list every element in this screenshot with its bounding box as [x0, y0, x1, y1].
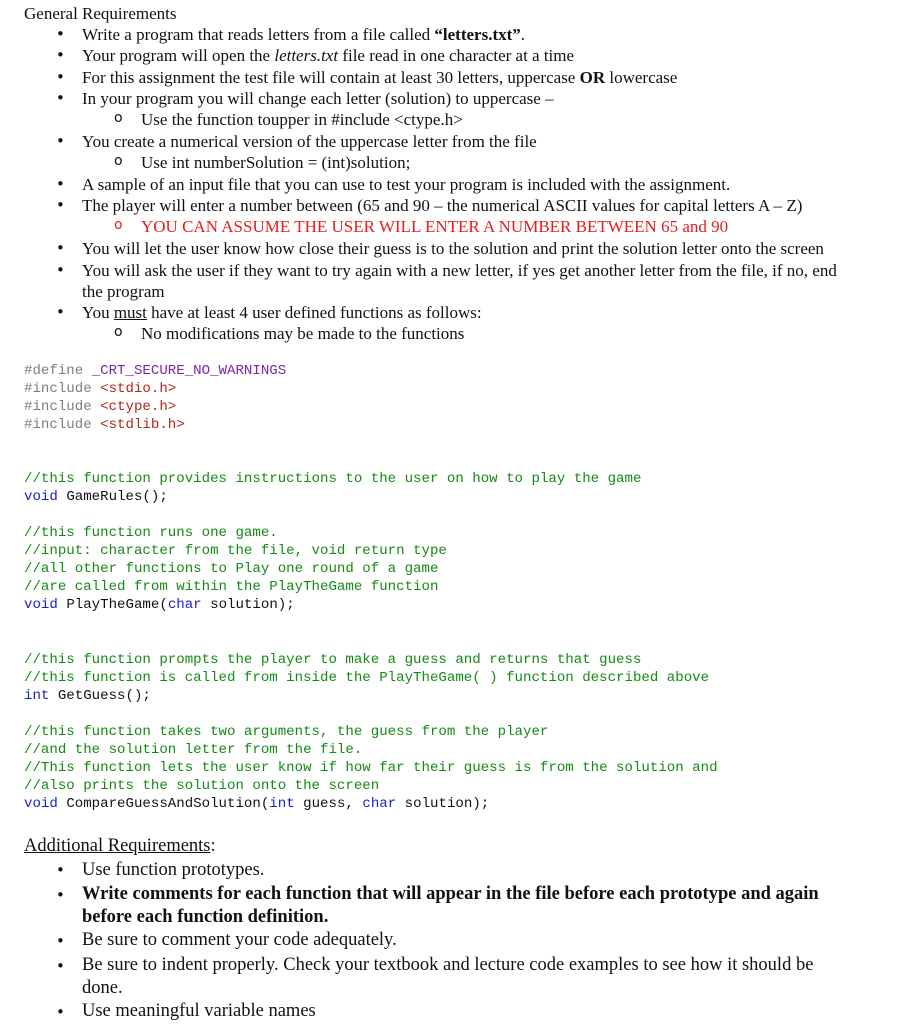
code-comment-getguess: //this function prompts the player to make a guess and returns that guess [24, 652, 642, 668]
req-item-8: You will let the user know how close their guess is to the solution and print the solution letter onto the screen [82, 239, 824, 258]
add-item-prototypes: Use function prototypes. [82, 860, 265, 880]
code-proto-playthegame: void PlayTheGame(char solution); [24, 597, 295, 613]
req-subitem-numbersolution: Use int numberSolution = (int)solution; [141, 153, 411, 172]
code-comment-playthegame: //are called from within the PlayTheGame function [24, 579, 439, 595]
bullet-icon: • [56, 46, 65, 64]
code-comment-compare: //also prints the solution onto the screen [24, 778, 380, 794]
code-proto-gamerules: void GameRules(); [24, 489, 168, 505]
code-include-stdio: #include <stdio.h> [24, 381, 177, 397]
bullet-icon: • [56, 68, 65, 86]
req-item-2: Your program will open the letters.txt file read in one character at a time [82, 46, 575, 65]
bullet-icon: • [56, 132, 65, 150]
sub-bullet-icon: o [114, 110, 123, 126]
code-include-ctype: #include <ctype.h> [24, 399, 177, 415]
add-item-indent-line2: done. [82, 978, 123, 998]
req-item-5: You create a numerical version of the uppercase letter from the file [82, 132, 537, 151]
req-subitem-nomods: No modifications may be made to the functions [141, 324, 465, 343]
sub-bullet-icon: o [114, 217, 123, 233]
req-subitem-toupper: Use the function toupper in #include <ctype.h> [141, 110, 463, 129]
bullet-icon: • [56, 25, 65, 43]
add-item-comments-line1: Write comments for each function that will appear in the file before each prototype and again [82, 884, 819, 904]
add-item-indent-line1: Be sure to indent properly. Check your textbook and lecture code examples to see how it should be [82, 955, 814, 975]
sub-bullet-icon: o [114, 324, 123, 340]
req-item-9-line1: You will ask the user if they want to try again with a new letter, if yes get another letter from the file, if no, end [82, 261, 837, 280]
bullet-icon: • [56, 175, 65, 193]
code-proto-getguess: int GetGuess(); [24, 688, 151, 704]
code-proto-compare: void CompareGuessAndSolution(int guess, char solution); [24, 796, 490, 812]
req-item-1: Write a program that reads letters from a file called “letters.txt”. [82, 25, 526, 44]
req-item-3: For this assignment the test file will contain at least 30 letters, uppercase OR lowercase [82, 68, 678, 87]
req-item-4: In your program you will change each letter (solution) to uppercase – [82, 89, 554, 108]
code-define: #define _CRT_SECURE_NO_WARNINGS [24, 363, 287, 379]
bullet-icon: • [56, 861, 65, 879]
req-item-6: A sample of an input file that you can use to test your program is included with the assignment. [82, 175, 731, 194]
code-comment-playthegame: //this function runs one game. [24, 525, 278, 541]
add-item-variable-names: Use meaningful variable names [82, 1001, 316, 1021]
code-comment-playthegame: //all other functions to Play one round of a game [24, 561, 439, 577]
bullet-icon: • [56, 196, 65, 214]
req-item-7: The player will enter a number between (65 and 90 – the numerical ASCII values for capital letters A – Z) [82, 196, 803, 215]
bullet-icon: • [56, 932, 65, 950]
sub-bullet-icon: o [114, 153, 123, 169]
bullet-icon: • [56, 886, 65, 904]
bullet-icon: • [56, 1003, 65, 1021]
req-subitem-assume: YOU CAN ASSUME THE USER WILL ENTER A NUMBER BETWEEN 65 and 90 [141, 217, 729, 236]
add-item-comments-line2: before each function definition. [82, 907, 329, 927]
req-item-9-line2: the program [82, 282, 165, 301]
code-comment-gamerules: //this function provides instructions to the user on how to play the game [24, 471, 642, 487]
code-comment-compare: //and the solution letter from the file. [24, 742, 363, 758]
code-comment-compare: //this function takes two arguments, the guess from the player [24, 724, 549, 740]
bullet-icon: • [56, 239, 65, 257]
additional-heading: Additional Requirements: [24, 836, 216, 856]
bullet-icon: • [56, 957, 65, 975]
code-comment-playthegame: //input: character from the file, void return type [24, 543, 447, 559]
add-item-comment-code: Be sure to comment your code adequately. [82, 930, 397, 950]
code-comment-compare: //This function lets the user know if how far their guess is from the solution and [24, 760, 718, 776]
code-include-stdlib: #include <stdlib.h> [24, 417, 185, 433]
general-heading: General Requirements [24, 4, 177, 23]
code-comment-getguess: //this function is called from inside the PlayTheGame( ) function described above [24, 670, 710, 686]
bullet-icon: • [56, 261, 65, 279]
bullet-icon: • [56, 303, 65, 321]
req-item-10: You must have at least 4 user defined functions as follows: [82, 303, 482, 322]
bullet-icon: • [56, 89, 65, 107]
